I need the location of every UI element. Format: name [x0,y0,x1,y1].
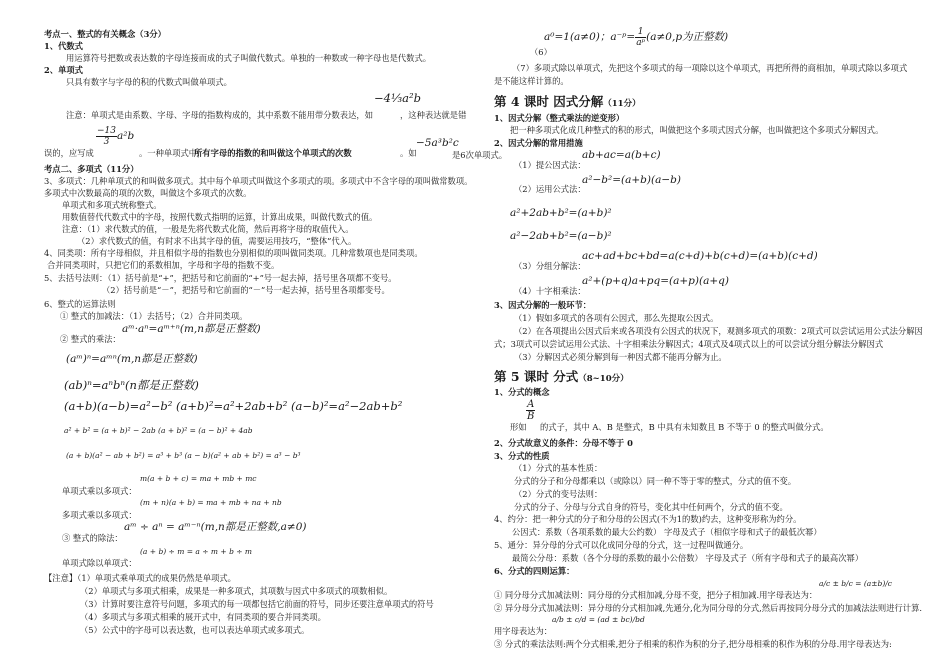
text-line: 把一种多项式化成几种整式的积的形式，叫做把这个多项式因式分解，也叫做把这个多项式分解因式。 [510,125,884,135]
section-heading-1: 考点一、整式的有关概念（3分） [44,29,166,39]
note-line: （2）单项式与多项式相乘，成果是一种多项式，其项数与因式中多项式的项数相似。 [80,586,393,596]
formula-division-distributive: (a + b) ÷ m = a ÷ m + b ÷ m [140,547,253,556]
formula-product-power: (ab)ⁿ=aⁿbⁿ(n都是正整数) [64,378,199,392]
formula-binomial-product: (m + n)(a + b) = ma + mb + na + nb [140,498,282,507]
formula-difference-of-squares: a²−b²=(a+b)(a−b) [582,174,681,186]
note-line: （4）多项式与多项式相乘的展开式中，有同类项的要合并同类项。 [80,612,326,622]
text-line: 注意：单项式是由系数、字母、字母的指数构成的，其中系数不能用带分数表达，如 [66,110,373,120]
text-line: （2）运用公式法： [514,184,586,194]
subheading-factorization: 1、因式分解（整式乘法的逆变形） [494,113,625,123]
text-line: （1）提公因式法： [514,160,586,170]
text-line: （2）分式的变号法则： [514,489,603,499]
text-line: （3）分解因式必须分解到每一种因式都不能再分解为止。 [514,352,727,362]
text-line: 只具有数字与字母的积的代数式叫做单项式。 [66,77,232,87]
formula-square-transform: a² + b² = (a + b)² − 2ab (a + b)² = (a − b)² + 4ab [64,426,253,435]
note-line: （5）公式中的字母可以表达数，也可以表达单项式或多项式。 [80,625,310,635]
text-line: 5、去括号法则：（1）括号前是“+”，把括号和它前面的“+”号一起去掉，括号里各项都不变号。 [44,273,397,283]
subheading-methods: 2、因式分解的常用措施 [494,138,583,148]
formula-distributive: m(a + b + c) = ma + mb + mc [140,474,257,483]
text-line: （6） [530,47,552,57]
text-line: （1）分式的基本性质： [514,463,603,473]
text-line: 用数值替代代数式中的字母，按照代数式指明的运算，计算出成果，叫做代数式的值。 [62,212,378,222]
left-column [44,0,508,672]
text-line: 的式子，其中 A、B 是整式，B 中具有未知数且 B 不等于 0 的整式叫做分式。 [540,422,829,432]
formula-cross-multiplication: a²+(p+q)a+pq=(a+p)(a+q) [582,275,729,287]
right-column [494,0,926,672]
text-line: 是不能这样计算的。 [494,76,569,86]
formula-fraction-coefficient: $\frac{-13}{3}$ a²b [97,126,135,147]
formula-power-quotient: aᵐ ÷ aⁿ = aᵐ⁻ⁿ(m,n都是正整数,a≠0) [124,521,307,533]
text-line: 用运算符号把数或表达数的字母连接而成的式子叫做代数式。单独的一种数或一种字母也是代数式。 [66,53,432,63]
subheading-properties: 3、分式的性质 [494,451,550,461]
formula-same-denominator: a/c ± b/c = (a±b)/c [819,579,892,588]
formula-example-degree: −5a³b²c [416,137,459,149]
text-line: （2）括号前是“－”，把括号和它前面的“－”号一起去掉，括号里各项都变号。 [102,285,390,295]
text-line: ，这种表达就是错 [400,110,467,120]
note-line: 【注意】（1）单项式乘单项式的成果仍然是单项式。 [44,573,236,583]
text-line: （1）假如多项式的各项有公因式，那么先提取公因式。 [514,313,719,323]
text-line: 最简公分母：系数（各个分母的系数的最小公倍数） 字母及式子（所有字母和式子的最高次幂） [512,553,864,563]
text-line: 单项式乘以多项式： [62,486,137,496]
text-line: 6、整式的运算法则 [44,299,116,309]
text-line: ② 异分母分式加减法则：异分母的分式相加减,先通分,化为同分母的分式,然后再按同分母分式的加减法法则进行计算. [494,603,923,613]
text-line: 单项式除以单项式： [62,558,137,568]
subheading-monomial: 2、单项式 [44,65,83,75]
note-line: （3）计算时要注意符号问题，多项式的每一项都包括它前面的符号，同步还要注意单项式的符号 [80,599,434,609]
fraction-a-over-b: $\frac{A}{B}$ [527,399,535,422]
text-line: 误的，应写成 [44,148,94,158]
formula-power-of-power: (aᵐ)ⁿ=aᵐⁿ(m,n都是正整数) [66,353,198,365]
formula-zero-negative-exponent: a⁰=1(a≠0)；a⁻ᵖ= $\frac{1}{\text{aᵖ}}$ (a≠0,p为正整数) [544,26,729,48]
lesson-5-heading: 第 5 课时 分式（8~10分） [494,369,629,384]
formula-mixed-coefficient: −4⅓a²b [374,91,421,105]
degree-definition: 所有字母的指数的和叫做这个单项式的次数 [194,148,352,158]
text-line: 。一种单项式中， [139,148,206,158]
text-line: 式；3项式可以尝试运用公式法、十字相乘法分解因式；4项式及4项式以上的可以尝试分组分解法分解因式 [494,339,884,349]
text-line: （2）求代数式的值，有时求不出其字母的值，需要运用技巧，“整体”代入。 [77,236,357,246]
text-line: 分式的分子和分母都乘以（或除以）同一种不等于零的整式，分式的值不变。 [514,476,797,486]
text-line: 用字母表达为： [494,626,553,636]
text-line: 4、同类项：所有字母相似，并且相似字母的指数也分别相似的项叫做同类项。几种常数项也是同类项。 [44,248,423,258]
formula-common-factor: ab+ac=a(b+c) [582,149,661,161]
text-line: （7）多项式除以单项式，先把这个多项式的每一项除以这个单项式，再把所得的商相加，单项式除以多项式 [512,63,908,73]
text-line: 单项式和多项式统称整式。 [62,200,162,210]
text-line: 5、通分：异分母的分式可以化成同分母的分式，这一过程叫做通分。 [494,540,749,550]
formula-diff-denominator: a/b ± c/d = (ad ± bc)/bd [552,615,645,624]
text-line: 。如 [400,148,417,158]
text-line: ① 同分母分式加减法则：同分母的分式相加减,分母不变，把分子相加减.用字母表达为： [494,590,818,600]
text-line: 注意：（1）求代数式的值，一般是先将代数式化简，然后再将字母的取值代入。 [62,224,354,234]
text-line: 形如 [510,422,527,432]
text-line: 分式的分子、分母与分式自身的符号，变化其中任何两个，分式的值不变。 [514,502,788,512]
formula-square-identities: (a+b)(a−b)=a²−b² (a+b)²=a²+2ab+b² (a−b)²=a²−2ab+b² [64,399,403,413]
text-line: 多项式乘以多项式： [62,510,137,520]
section-heading-2: 考点二、多项式（11分） [44,164,139,174]
text-line: 公因式：系数（各项系数的最大公约数） 字母及式子（相似字母和式子的最低次幂） [512,527,822,537]
subheading-algebraic: 1、代数式 [44,41,83,51]
text-line: 是6次单项式。 [452,150,508,160]
formula-grouping: ac+ad+bc+bd=a(c+d)+b(c+d)=(a+b)(c+d) [582,250,818,262]
formula-perfect-square-minus: a²−2ab+b²=(a−b)² [510,230,612,242]
text-line: ② 整式的乘法： [60,334,121,344]
text-line: 多项式中次数最高的项的次数，叫做这个多项式的次数。 [44,188,252,198]
subheading-fraction-concept: 1、分式的概念 [494,387,550,397]
text-line: 合并同类项时，只把它们的系数相加，字母和字母的指数不变。 [47,260,280,270]
text-line: 4、约分：把一种分式的分子和分母的公因式(不为1的数)约去，这种变形称为约分。 [494,514,802,524]
text-line: ③ 分式的乘法法则:两个分式相乘,把分子相乘的积作为积的分子,把分母相乘的积作为积的分母.用字母表达为: [494,639,892,649]
text-line: ③ 整式的除法： [62,533,123,543]
subheading-operations: 6、分式的四则运算： [494,566,575,576]
subheading-meaning: 2、分式故意义的条件：分母不等于 0 [494,438,633,448]
lesson-4-heading: 第 4 课时 因式分解（11分） [494,94,641,109]
text-line: ① 整式的加减法：（1）去括号；（2）合并同类项。 [60,311,248,321]
text-line: （4）十字相乘法： [514,286,586,296]
text-line: （2）在各项提出公因式后来或各项没有公因式的状况下，观测多项式的项数：2项式可以尝试运用公式法分解因 [514,326,923,336]
formula-cube-identities: (a + b)(a² − ab + b²) = a³ + b³ (a − b)(a² + ab + b²) = a³ − b³ [66,451,301,460]
subheading-steps: 3、因式分解的一般环节： [494,300,592,310]
text-line: 3、多项式：几种单项式的和叫做多项式。其中每个单项式叫做这个多项式的项。多项式中不含字母的项叫做常数项。 [44,176,473,186]
formula-perfect-square-plus: a²+2ab+b²=(a+b)² [510,207,612,219]
formula-power-product: aᵐ·aⁿ=aᵐ⁺ⁿ(m,n都是正整数) [122,323,261,335]
text-line: （3）分组分解法： [514,261,586,271]
